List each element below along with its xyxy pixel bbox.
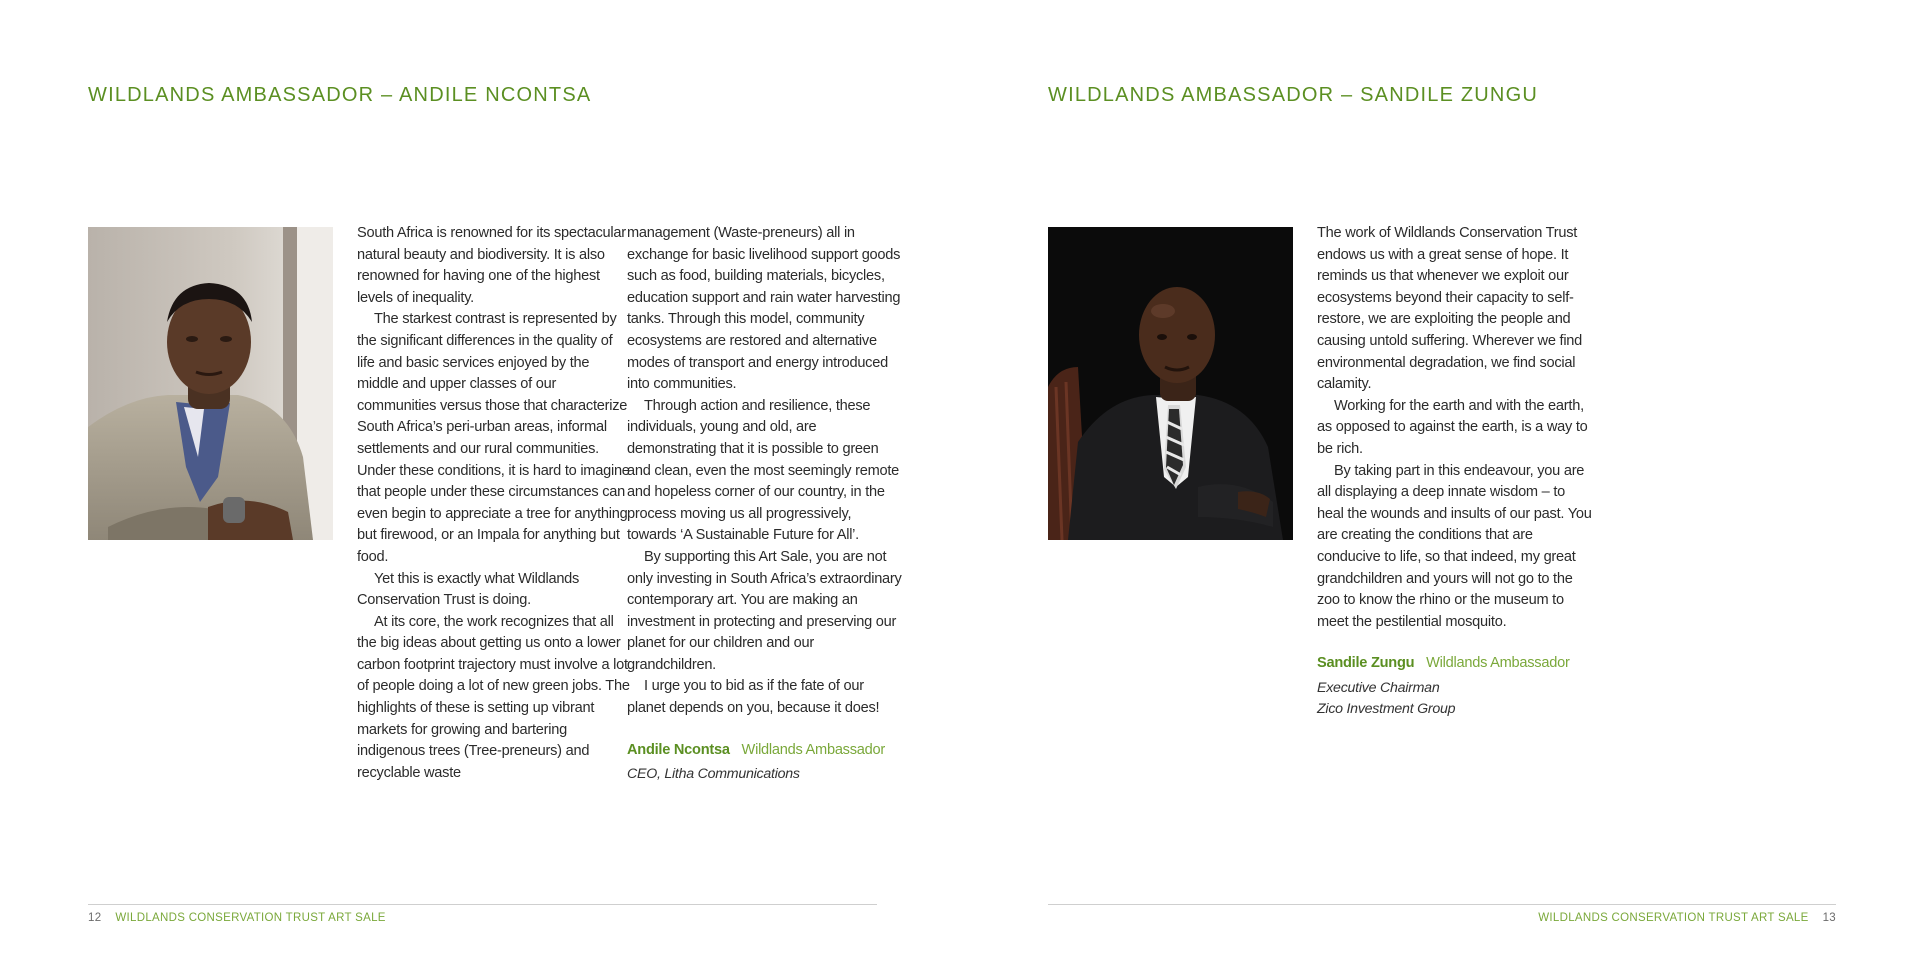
paragraph: By supporting this Art Sale, you are not only investing in South Africa’s extraordinary contemporary art. You are making an investment in protecting and preserving our planet for our children and our grandchildren. [627,548,902,673]
signature-role: Wildlands Ambassador [741,741,885,758]
footer-divider [1048,904,1836,905]
paragraph: Through action and resilience, these individuals, young and old, are demonstrating that it is possible to green and clean, even the most seemingly remote and hopeless corner of our country, in the process moving us all progressively, towards ‘A Sustainable Future for All’. [627,397,900,544]
page-number: 12 [88,912,102,924]
portrait-photo-andile-ncontsa [88,227,333,540]
signature-role: Wildlands Ambassador [1426,655,1570,672]
paragraph: South Africa is renowned for its spectacular natural beauty and biodiversity. It is also renowned for having one of the highest levels of inequality. [357,225,626,306]
page-footer [1538,912,1836,924]
paragraph: Yet this is exactly what Wildlands Conservation Trust is doing. [357,570,580,609]
footer-divider [88,904,877,905]
paragraph: I urge you to bid as if the fate of our planet depends on you, because it does! [627,678,880,717]
page-heading: WILDLANDS AMBASSADOR – SANDILE ZUNGU [1048,84,1538,106]
article-column-2 [627,223,902,786]
footer-title: WILDLANDS CONSERVATION TRUST ART SALE [1538,912,1809,924]
signature [1317,653,1592,675]
signature-name: Sandile Zungu [1317,655,1415,672]
paragraph: The starkest contrast is represented by the significant differences in the quality of life and basic services enjoyed by the middle and upper classes of our communities versus those that characterize South Africa’s peri-urban areas, informal settlements and our rural communities. Under these conditions, it is hard to imagine that people under these circumstances can even begin to appreciate a tree for anything but firewood, or an Impala for anything but food. [357,311,630,565]
footer-title: WILDLANDS CONSERVATION TRUST ART SALE [115,912,386,924]
paragraph: management (Waste-preneurs) all in exchange for basic livelihood support goods such as food, building materials, bicycles, education support and rain water harvesting tanks. Through this model, community ecosystems are restored and alternative modes of transport and energy introduced into communities. [627,225,901,393]
signature-company: Zico Investment Group [1317,701,1456,718]
paragraph: By taking part in this endeavour, you are all displaying a deep innate wisdom – to heal the wounds and insults of our past. You are creating the conditions that are conducive to life, so that indeed, my great grandchildren and yours will not go to the zoo to know the rhino or the museum to meet the pestilential mosquito. [1317,462,1592,630]
signature-name: Andile Ncontsa [627,741,730,758]
paragraph: The work of Wildlands Conservation Trust endows us with a great sense of hope. It reminds us that whenever we exploit our ecosystems beyond their capacity to self-restore, we are exploiting the people and causing untold suffering. Wherever we find environmental degradation, we find social calamity. [1317,225,1583,393]
signature-title: Executive Chairman [1317,679,1440,696]
right-page [960,0,1920,960]
article-column-1 [1317,223,1592,721]
page-footer [88,912,386,924]
page-number: 13 [1822,912,1836,924]
article-column-1 [357,223,632,784]
signature [627,740,902,762]
page-heading: WILDLANDS AMBASSADOR – ANDILE NCONTSA [88,84,592,106]
portrait-photo-sandile-zungu [1048,227,1293,540]
paragraph: At its core, the work recognizes that all the big ideas about getting us onto a lower carbon footprint trajectory must involve a lot of people doing a lot of new green jobs. The highlights of these is setting up vibrant markets for growing and bartering indigenous trees (Tree-preneurs) and recyclable waste [357,613,630,781]
signature-title: CEO, Litha Communications [627,766,800,783]
paragraph: Working for the earth and with the earth, as opposed to against the earth, is a way to be rich. [1317,397,1588,457]
